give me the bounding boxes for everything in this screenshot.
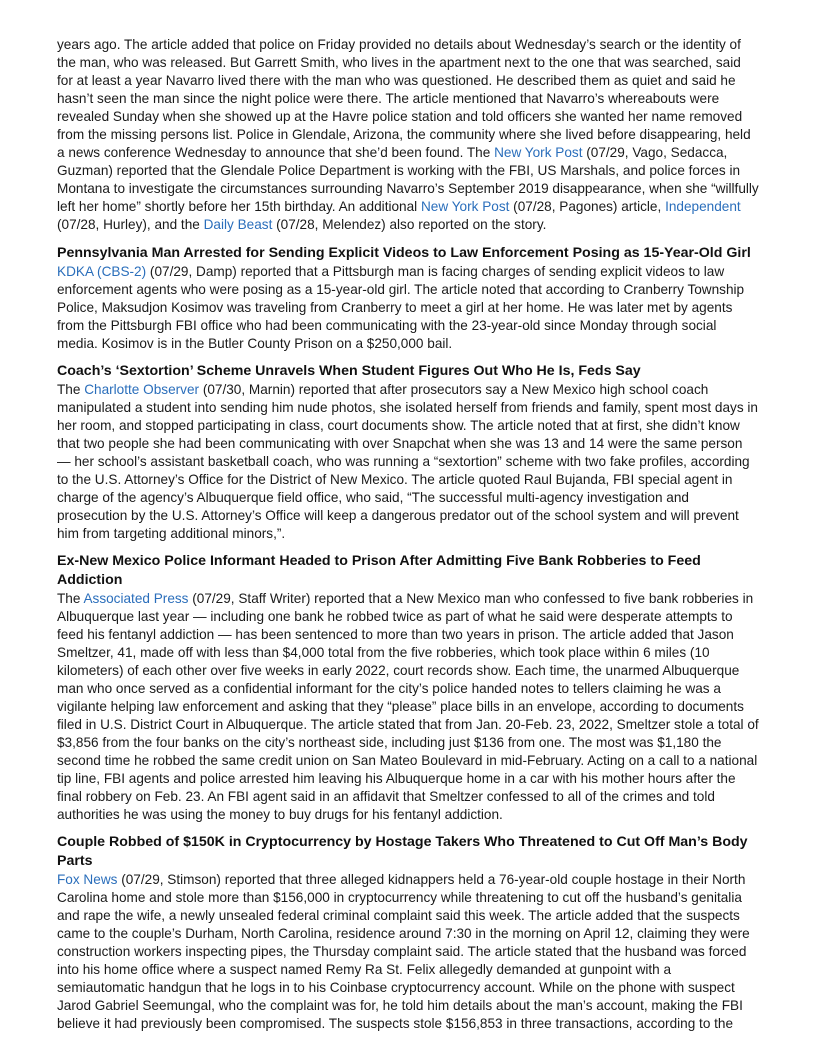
source-link-daily-beast[interactable]: Daily Beast [203,217,273,232]
article-pre-text: The [57,591,84,606]
source-link-charlotte-observer[interactable]: Charlotte Observer [84,382,200,397]
intro-text-3: (07/28, Pagones) article, [509,199,666,214]
article-section [57,833,759,1033]
article-body [57,263,759,353]
article-pre-text: The [57,382,85,397]
source-link-fox-news[interactable]: Fox News [57,872,118,887]
article-headline: Coach’s ‘Sextortion’ Scheme Unravels When Student Figures Out Who He Is, Feds Say [57,363,641,379]
article-section [57,244,759,353]
article-body-text: (07/29, Stimson) reported that three alleged kidnappers held a 76-year-old couple hostage in their North Carolina home and stole more than $156,000 in cryptocurrency while threatening to cut off the husband’s genitalia and rape the wife, a newly unsealed federal criminal complaint said this week. The article added that the suspects came to the couple’s Durham, North Carolina, residence around 7:30 in the morning on April 12, claiming they were construction workers inspecting pipes, the Thursday complaint said. The article stated that the husband was forced into his home office where a suspect named Remy Ra St. Felix allegedly demanded at gunpoint with a semiautomatic handgun that he logs in to his Coinbase cryptocurrency account. While on the phone with suspect Jarod Gabriel Seemungal, who the complaint was for, he told him details about the man’s account, making the FBI believe it had previously been compromised. The suspects stole $156,853 in three transactions, according to the [57,872,750,1031]
article-section [57,362,759,543]
article-body-text: (07/29, Damp) reported that a Pittsburgh man is facing charges of sending explicit videos to law enforcement agents who were posing as a 15-year-old girl. The article noted that according to Cranberry Township Police, Maksudjon Kosimov was traveling from Cranberry to meet a girl at her home. He was later met by agents from the Pittsburgh FBI office who had been communicating with the 23-year-old since Monday through social media. Kosimov is in the Butler County Prison on a $250,000 bail. [57,264,745,351]
article-section [57,552,759,824]
article-headline: Ex-New Mexico Police Informant Headed to Prison After Admitting Five Bank Robberies to Feed Addiction [57,553,701,588]
intro-text-1: years ago. The article added that police on Friday provided no details about Wednesday’s search or the identity of the man, who was released. But Garrett Smith, who lives in the apartment next to the one that was searched, said for at least a year Navarro lived there with the man who was questioned. He described them as quiet and said he hasn’t seen the man since the night police were there. The article mentioned that Navarro’s whereabouts were revealed Sunday when she showed up at the Havre police station and told officers she wanted her name removed from the missing persons list. Police in Glendale, Arizona, the community where she lived before disappearing, held a news conference Wednesday to announce that she’d been found. The [57,37,751,160]
article-body [57,381,759,543]
source-link-new-york-post[interactable]: New York Post [494,145,583,160]
intro-paragraph [57,36,759,234]
source-link-new-york-post-2[interactable]: New York Post [420,199,510,214]
intro-text-2: (07/29, Vago, Sedacca, Guzman) reported that the Glendale Police Department is working with the FBI, US Marshals, and police forces in Montana to investigate the circumstances surrounding Navarro’s September 2019 disappearance, when she “willfully left her home” shortly before her 15th birthday. An additional [57,145,759,214]
source-link-independent[interactable]: Independent [665,199,741,214]
source-link-associated-press[interactable]: Associated Press [83,591,189,606]
article-headline: Pennsylvania Man Arrested for Sending Explicit Videos to Law Enforcement Posing as 15-Year-Old Girl [57,245,751,261]
article-body [57,590,759,824]
article-body-text: (07/29, Staff Writer) reported that a New Mexico man who confessed to five bank robberies in Albuquerque last year — including one bank he robbed twice as part of what he said were desperate attempts to feed his fentanyl addiction — has been sentenced to more than two years in prison. The article added that Jason Smeltzer, 41, made off with less than $4,000 total from the five robberies, which took place within 6 miles (10 kilometers) of each other over five weeks in early 2022, court records show. Each time, the unarmed Albuquerque man who once served as a confidential informant for the city’s police handed notes to tellers claiming he was a vigilante helping law enforcement and asking that they “please” place bills in an envelope, according to documents filed in U.S. District Court in Albuquerque. The article stated that from Jan. 20-Feb. 23, 2022, Smeltzer stole a total of $3,856 from the four banks on the city’s northeast side, including just $136 from one. The most was $1,180 the second time he robbed the same credit union on San Mateo Boulevard in mid-February. Acting on a call to a national tip line, FBI agents and police arrested him leaving his Albuquerque home in a car with his mother hours after the final robbery on Feb. 23. An FBI agent said in an affidavit that Smeltzer confessed to all of the crimes and told authorities he was using the money to buy drugs for his fentanyl addiction. [57,591,759,822]
article-body [57,871,759,1033]
intro-text-4: (07/28, Hurley), and the [57,217,204,232]
source-link-kdka[interactable]: KDKA (CBS-2) [57,264,147,279]
intro-text-5: (07/28, Melendez) also reported on the story. [272,217,547,232]
article-headline: Couple Robbed of $150K in Cryptocurrency by Hostage Takers Who Threatened to Cut Off Man’s Body Parts [57,834,748,869]
article-body-text: (07/30, Marnin) reported that after prosecutors say a New Mexico high school coach manipulated a student into sending him nude photos, she isolated herself from friends and family, spent most days in her room, and stopped participating in class, court documents show. The article noted that at first, she didn’t know that two people she had been communicating with over Snapchat when she was 13 and 14 were the same person — her school’s assistant basketball coach, who was running a “sextortion” scheme with two fake profiles, according to the U.S. Attorney’s Office for the District of New Mexico. The article quoted Raul Bujanda, FBI special agent in charge of the agency’s Albuquerque field office, who said, “The successful multi-agency investigation and prosecution by the U.S. Attorney’s Office will keep a dangerous predator out of the school system and will prevent him from targeting additional minors,”. [57,382,758,541]
